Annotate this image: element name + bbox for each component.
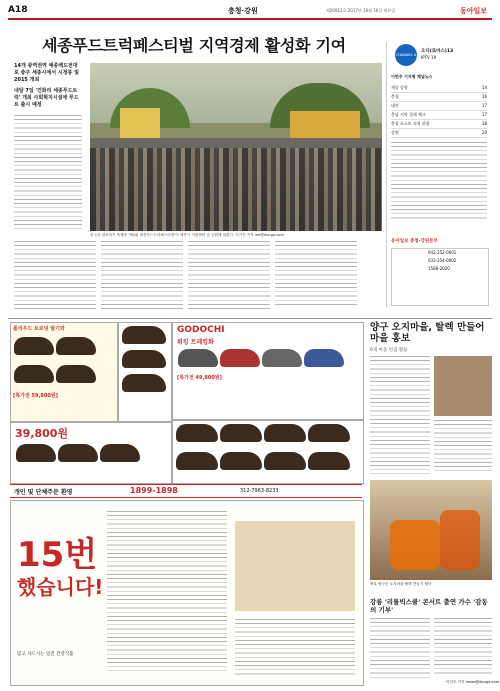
ad-order-bar[interactable] <box>10 484 362 498</box>
ad-big-text: 했습니다! <box>17 575 104 599</box>
ad-godochi[interactable] <box>172 322 364 420</box>
main-body-col1 <box>14 115 82 231</box>
ad-mid-phone: 312-7963-8233 <box>240 488 279 494</box>
ad-bottom-note: 믿고 사드시는 일진 건강식품 <box>17 652 74 657</box>
second-photo-caption: 축호 양구군 오지마을 탈렉 만들기 행사 <box>370 582 432 586</box>
side-list-item[interactable]: 충남 지역 경제 체크 17 <box>391 111 487 120</box>
third-headline: 강릉 '리틀빅스쿨' 콘서트 출연 가수 '감동의 기부' <box>370 598 488 614</box>
main-photo-caption: 한국과 대표하기 축제중 '제2회 세종푸드트럭페스티벌'이 세종시 지원센터 앞 공원에 열렸다. 이기진 기자 lee@donga.com <box>90 233 284 237</box>
ad-left-sub: [특가전 59,800원] <box>13 393 58 399</box>
page-header <box>8 4 492 20</box>
ad-shoes-left[interactable] <box>10 322 118 422</box>
ad-big-number: 15번 <box>17 535 98 575</box>
ad-product-image <box>235 521 355 611</box>
contact-phone-2: 033-254-0002 <box>428 258 457 263</box>
side-list-title: 이번주 기자형 채널뉴스 <box>391 74 433 79</box>
channel-a-logo: CHANNEL A <box>395 44 417 66</box>
main-body-col3 <box>101 241 183 311</box>
second-subhead: 6개 마을 빈집 활용 <box>370 348 408 353</box>
second-headline: 양구 오지마을, 탈렉 만들어 마을 홍보 <box>370 322 485 344</box>
contact-title: 동아일보 충청·강원본부 <box>391 239 438 244</box>
side-list-item[interactable]: 대전 17 <box>391 102 487 111</box>
ad-mid-brand: GODOCHI <box>177 325 225 335</box>
ad-shoes-left-2[interactable] <box>118 322 172 422</box>
ad-order-phone: 1899-1898 <box>130 486 178 495</box>
ad-order-label: 개인 및 단체주문 환영 <box>14 489 73 496</box>
second-photo <box>370 480 492 580</box>
second-photo-small <box>434 356 492 416</box>
side-list-item[interactable]: 충청 포스트 지역 관광 18 <box>391 120 487 129</box>
issue-info: 제20912호 2017년 10월 16일 월요일 <box>326 8 396 13</box>
section-divider <box>8 318 492 319</box>
page-number: A18 <box>8 5 28 15</box>
main-body-col2 <box>14 241 96 311</box>
ad-shoes-grid[interactable] <box>172 420 364 484</box>
paper-name: 동아일보 <box>460 7 488 15</box>
ad-left-price: 39,800원 <box>15 427 69 440</box>
contact-phone-3: 1588-2020 <box>428 266 450 271</box>
ad-mid-sub: [특가전 49,800원] <box>177 375 222 381</box>
section-name: 충청·강원 <box>228 7 258 15</box>
ad-health[interactable] <box>10 500 364 686</box>
festival-photo <box>90 63 382 231</box>
side-list-item[interactable]: 세종 강원 14 <box>391 84 487 93</box>
ad-mid-slogan: 워킹 트레킹화 <box>177 339 214 346</box>
ad-left-brand: 폴리우드 토르딩 발기와 <box>13 326 65 332</box>
contact-box <box>391 248 489 306</box>
side-list-item[interactable]: 충청 16 <box>391 93 487 102</box>
side-list-item[interactable]: 강원 20 <box>391 129 487 138</box>
side-box <box>386 42 493 308</box>
third-byline: 이인모 기자 imlee@donga.com <box>446 680 500 684</box>
side-list <box>391 84 487 138</box>
main-subhead-1: 14개 광역권역 예종백도전대로 충주 세종시에서 시정봉 및 2015 개최 <box>14 63 79 83</box>
ad-price-block[interactable] <box>10 422 172 484</box>
main-body-col5 <box>275 241 357 306</box>
main-subhead-2: 내달 7일 '건화리 세종푸드트럭' 개최 사회혁지시설에 푸드트 출시 예정 <box>14 88 79 108</box>
main-body-col4 <box>188 241 270 311</box>
main-headline: 세종푸드트럭페스티벌 지역경제 활성화 기여 <box>42 36 346 55</box>
tv-title: 오디(로마스)13 <box>421 49 454 54</box>
contact-phone-1: 042-252-0001 <box>428 250 457 255</box>
tv-sub: IPTV 19 <box>421 55 437 60</box>
